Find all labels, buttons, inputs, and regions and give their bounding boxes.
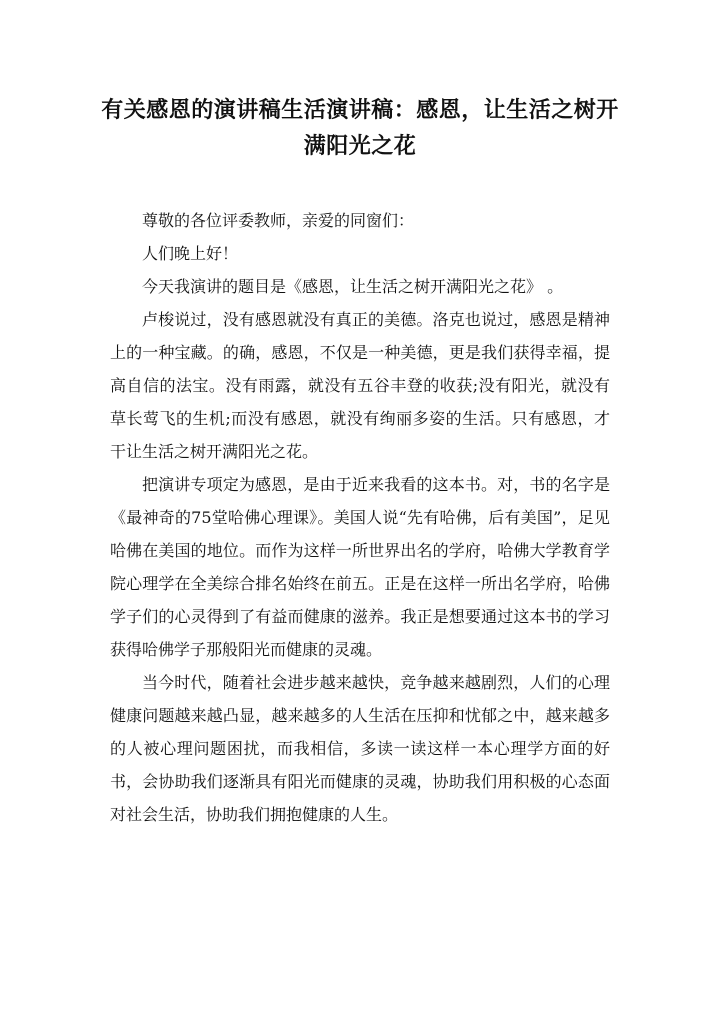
document-body (110, 204, 610, 831)
document-title: 有关感恩的演讲稿生活演讲稿：感恩，让生活之树开满阳光之花 (101, 97, 619, 159)
paragraph-body-2: 把演讲专项定为感恩，是由于近来我看的这本书。对，书的名字是《最神奇的75堂哈佛心理课》。美国人说“先有哈佛，后有美国”，足见哈佛在美国的地位。而作为这样一所世界出名的学府，哈佛大学教育学院心理学在全美综合排名始终在前五。正是在这样一所出名学府，哈佛学子们的心灵得到了有益而健康的滋养。我正是想要通过这本书的学习获得哈佛学子那般阳光而健康的灵魂。 (110, 475, 610, 659)
paragraph-greeting: 人们晚上好！ (142, 244, 239, 263)
paragraph-salutation: 尊敬的各位评委教师，亲爱的同窗们： (142, 211, 415, 230)
paragraph-body-1: 卢梭说过，没有感恩就没有真正的美德。洛克也说过，感恩是精神上的一种宝藏。的确，感恩，不仅是一种美德，更是我们获得幸福，提高自信的法宝。没有雨露，就没有五谷丰登的收获;没有阳光，就没有草长莺飞的生机;而没有感恩，就没有绚丽多姿的生活。只有感恩，才干让生活之树开满阳光之花。 (110, 310, 610, 461)
paragraph-body-3: 当今时代，随着社会进步越来越快，竞争越来越剧烈，人们的心理健康问题越来越凸显，越来越多的人生活在压抑和忧郁之中，越来越多的人被心理问题困扰，而我相信，多读一读这样一本心理学方面的好书，会协助我们逐渐具有阳光而健康的灵魂，协助我们用积极的心态面对社会生活，协助我们拥抱健康的人生。 (110, 673, 610, 824)
paragraph-topic: 今天我演讲的题目是《感恩，让生活之树开满阳光之花》 。 (142, 277, 564, 296)
